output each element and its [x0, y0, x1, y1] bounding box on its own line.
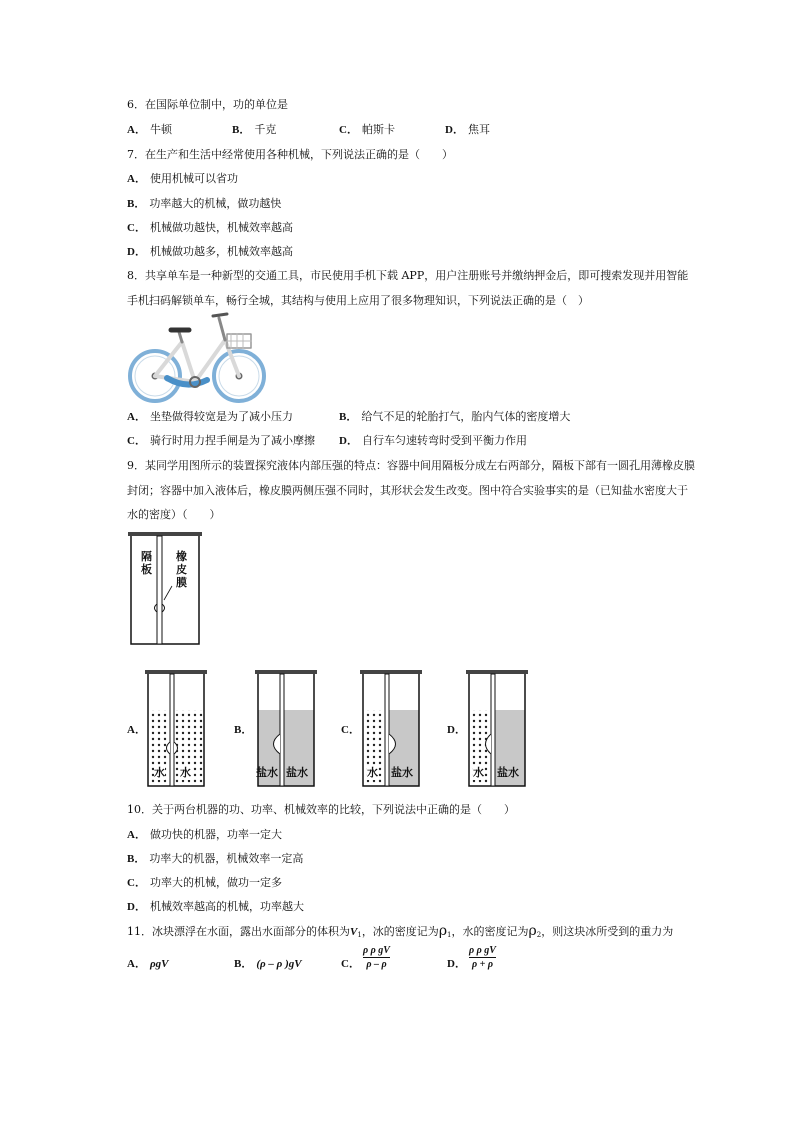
q8-option-a[interactable] — [127, 410, 293, 424]
stem-text: ，冰的密度记为 — [361, 925, 439, 938]
option-text: 功率大的机械，做功一定多 — [149, 876, 282, 889]
option-text: 千克 — [254, 123, 277, 136]
option-letter: B． — [339, 411, 358, 423]
liquid-label: 水 — [180, 766, 191, 779]
option-expression: (ρ – ρ )gV — [256, 958, 302, 970]
q9-stem-line2: 封闭；容器中加入液体后，橡皮膜两侧压强不同时，其形状会发生改变。图中符合实验事实的是（已知盐水密度大于 — [127, 484, 688, 497]
fraction-numerator: ρ ρ gV — [469, 945, 496, 956]
stem-text: ，水的密度记为 — [451, 925, 529, 938]
option-text: 给气不足的轮胎打气，胎内气体的密度增大 — [361, 410, 571, 423]
q6-stem: 6．在国际单位制中，功的单位是 — [127, 98, 288, 111]
q8-option-b[interactable] — [339, 410, 570, 424]
membrane-label: 橡皮膜 — [176, 550, 187, 589]
q7-option-c[interactable] — [127, 221, 293, 235]
option-text: 机械效率越高的机械，功率越大 — [149, 900, 304, 913]
option-letter: D． — [127, 246, 146, 258]
option-letter: B． — [232, 124, 251, 136]
fraction-bar — [363, 957, 390, 958]
q8-stem-line2: 手机扫码解锁单车，畅行全城，其结构与使用上应用了很多物理知识，下列说法正确的是（ ） — [127, 294, 589, 307]
q9-option-c[interactable] — [341, 723, 364, 737]
q9-option-d[interactable] — [447, 723, 470, 737]
option-letter: C． — [127, 435, 146, 447]
option-letter: B． — [127, 853, 146, 865]
liquid-label: 盐水 — [256, 766, 278, 779]
option-text: 焦耳 — [467, 123, 490, 136]
fraction-bar — [469, 957, 496, 958]
liquid-label: 水 — [154, 766, 165, 779]
subscript: 1 — [447, 931, 452, 939]
q7-option-b[interactable] — [127, 197, 281, 211]
q11-option-a[interactable] — [127, 957, 168, 971]
q7-option-d[interactable] — [127, 245, 293, 259]
option-text: 坐垫做得较宽是为了减小压力 — [149, 410, 293, 423]
liquid-label: 盐水 — [391, 766, 413, 779]
liquid-label: 盐水 — [497, 766, 519, 779]
q6-option-a[interactable] — [127, 123, 172, 137]
option-letter: C． — [339, 124, 358, 136]
option-letter: A． — [127, 724, 146, 736]
option-text: 牛顿 — [149, 123, 172, 136]
q10-option-d[interactable] — [127, 900, 304, 914]
q7-stem: 7．在生产和生活中经常使用各种机械，下列说法正确的是（ ） — [127, 148, 453, 161]
option-letter: B． — [234, 958, 253, 970]
subscript: 1 — [357, 931, 362, 939]
q11-stem — [127, 924, 673, 942]
option-text: 做功快的机器，功率一定大 — [149, 828, 282, 841]
q11-option-b[interactable] — [234, 957, 302, 971]
q11-option-c-fraction — [363, 945, 390, 970]
option-letter: A． — [127, 173, 146, 185]
option-letter: A． — [127, 411, 146, 423]
option-letter: D． — [447, 724, 466, 736]
liquid-label: 水 — [473, 766, 484, 779]
fraction-numerator: ρ ρ gV — [363, 945, 390, 956]
q10-option-b[interactable] — [127, 852, 303, 866]
fraction-denominator: ρ – ρ — [366, 959, 387, 970]
option-letter: A． — [127, 829, 146, 841]
option-letter: D． — [339, 435, 358, 447]
v1-symbol: V — [350, 926, 358, 938]
q10-option-c[interactable] — [127, 876, 282, 890]
liquid-label: 盐水 — [286, 766, 308, 779]
option-letter: A． — [127, 124, 146, 136]
q11-option-d[interactable] — [447, 957, 470, 971]
q10-option-a[interactable] — [127, 828, 282, 842]
bicycle-figure — [127, 312, 267, 404]
q9-option-b[interactable] — [234, 723, 256, 737]
option-text: 机械做功越快，机械效率越高 — [149, 221, 293, 234]
option-letter: C． — [341, 958, 360, 970]
partition-label: 隔板 — [141, 550, 152, 576]
option-text: 机械做功越多，机械效率越高 — [149, 245, 293, 258]
q6-option-d[interactable] — [445, 123, 490, 137]
option-text: 使用机械可以省功 — [149, 172, 238, 185]
q6-option-b[interactable] — [232, 123, 276, 137]
option-letter: C． — [127, 877, 146, 889]
option-text: 帕斯卡 — [361, 123, 395, 136]
option-letter: B． — [234, 724, 253, 736]
rho-symbol: ρ — [438, 923, 448, 939]
q8-option-d[interactable] — [339, 434, 527, 448]
option-text: 功率大的机器，机械效率一定高 — [149, 852, 304, 865]
option-letter: D． — [447, 958, 466, 970]
q9-stem-line1: 9．某同学用图所示的装置探究液体内部压强的特点：容器中间用隔板分成左右两部分，隔板下部有一圆孔用薄橡皮膜 — [127, 459, 695, 472]
option-text: 自行车匀速转弯时受到平衡力作用 — [361, 434, 527, 447]
option-text: 功率越大的机械，做功越快 — [149, 197, 282, 210]
q7-option-a[interactable] — [127, 172, 238, 186]
option-letter: C． — [127, 222, 146, 234]
option-letter: A． — [127, 958, 146, 970]
q6-option-c[interactable] — [339, 123, 395, 137]
liquid-label: 水 — [367, 766, 378, 779]
container-diagram — [128, 532, 202, 648]
q9-option-a[interactable] — [127, 723, 150, 737]
q8-option-c[interactable] — [127, 434, 315, 448]
stem-text: 11．冰块漂浮在水面，露出水面部分的体积为 — [127, 925, 350, 938]
q11-option-c[interactable] — [341, 957, 364, 971]
option-expression: ρgV — [149, 958, 169, 970]
option-letter: D． — [127, 901, 146, 913]
q8-stem-line1: 8．共享单车是一种新型的交通工具，市民使用手机下载 APP，用户注册账号并缴纳押金后，即可搜索发现并用智能 — [127, 269, 689, 282]
q10-stem: 10．关于两台机器的功、功率、机械效率的比较，下列说法中正确的是（ ） — [127, 803, 515, 816]
stem-text: ，则这块冰所受到的重力为 — [541, 925, 674, 938]
option-letter: B． — [127, 198, 146, 210]
option-letter: C． — [341, 724, 360, 736]
subscript: 2 — [536, 931, 542, 939]
option-text: 骑行时用力捏手闸是为了减小摩擦 — [149, 434, 315, 447]
fraction-denominator: ρ + ρ — [471, 959, 493, 970]
option-letter: D． — [445, 124, 464, 136]
q9-stem-line3: 水的密度）（ ） — [127, 508, 221, 521]
q11-option-d-fraction — [469, 945, 496, 970]
rho-symbol: ρ — [528, 923, 537, 939]
